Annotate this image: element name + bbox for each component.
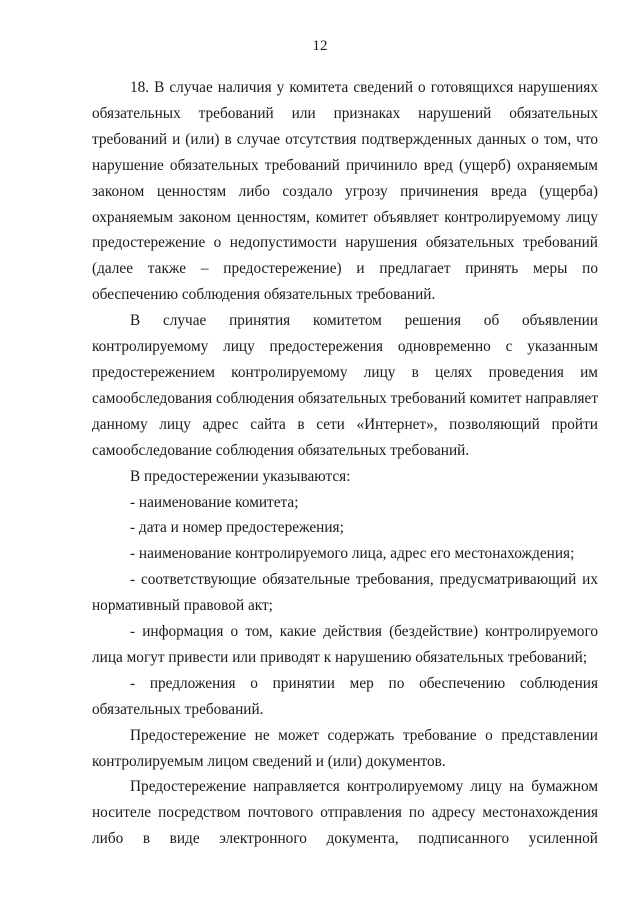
- list-item-controlled-person: - наименование контролируемого лица, адрес его местонахождения;: [130, 545, 575, 563]
- list-item-requirements: - соответствующие обязательные требования, предусматривающий их нормативный правовой акт;: [92, 571, 598, 615]
- list-item-date-number: - дата и номер предостережения;: [130, 519, 344, 537]
- page-number: 12: [312, 38, 328, 54]
- document-body: [92, 75, 598, 852]
- paragraph-no-document-requests: Предостережение не может содержать требование о представлении контролируемым лицом сведений и (или) документов.: [92, 726, 598, 770]
- list-item-committee-name: - наименование комитета;: [130, 493, 299, 511]
- list-item-proposals: - предложения о принятии мер по обеспечению соблюдения обязательных требований.: [92, 674, 598, 718]
- list-item-actions-info: - информация о том, какие действия (бездействие) контролируемого лица могут привести или приводят к нарушению обязательных требований;: [92, 623, 598, 666]
- paragraph-warning-conditions: 18. В случае наличия у комитета сведений о готовящихся нарушениях обязательных требований или признаках нарушений обязательных требований и (или) в случае отсутствия подтвержденных данных о том, что нарушение обязательных требований причинило вред (ущерб) охраняемым законом ценностям либо создало угрозу причинения вреда (ущерба) охраняемым законом ценностям, комитет объявляет контролируемому лицу предостережение о недопустимости нарушения обязательных требований (далее также – предостережение) и предлагает принять меры по обеспечению соблюдения обязательных требований.: [92, 79, 598, 304]
- paragraph-self-assessment: В случае принятия комитетом решения об объявлении контролируемому лицу предостережения одновременно с указанным предостережением контролируемому лицу в целях проведения им самообследования соблюдения обязательных требований комитет направляет данному лицу адрес сайта в сети «Интернет», позволяющий пройти самообследование соблюдения обязательных требований.: [92, 312, 598, 459]
- paragraph-delivery-method: Предостережение направляется контролируемому лицу на бумажном носителе посредством почтового отправления по адресу местонахождения либо в виде электронного документа, подписанного усиленной: [92, 778, 598, 848]
- paragraph-warning-contents-intro: В предостережении указываются:: [130, 467, 351, 485]
